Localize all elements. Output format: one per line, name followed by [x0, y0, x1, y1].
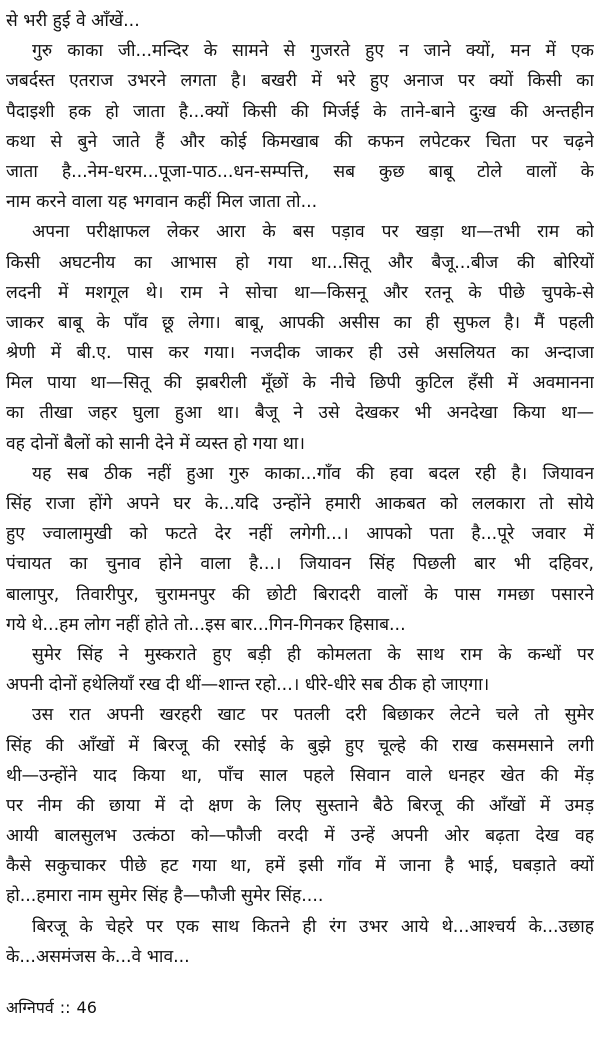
page-number: 46	[76, 998, 97, 1017]
text-line: उस रात अपनी खरहरी खाट पर पतली दरी बिछाकर लेटने चले तो सुमेर	[32, 705, 594, 726]
text-line: गये थे...हम लोग नहीं होते तो...इस बार...गिन-गिनकर हिसाब...	[6, 614, 406, 635]
text-line: यह सब ठीक नहीं हुआ गुरु काका...गाँव की हवा बदल रही है। जियावन	[32, 463, 594, 484]
text-line: का तीखा जहर घुला हुआ था। बैजू ने उसे देखकर भी अनदेखा किया था—	[6, 403, 594, 424]
text-line: आयी बालसुलभ उत्कंठा को—फौजी वरदी में उन्हें अपनी ओर बढ़ता देख वह	[6, 826, 594, 847]
text-line: सिंह राजा होंगे अपने घर के...यदि उन्होंने हमारी आकबत को ललकारा तो सोये	[6, 494, 594, 514]
text-line: पंचायत का चुनाव होने वाला है...। जियावन सिंह पिछली बार भी दहिवर,	[6, 554, 594, 575]
text-line: थी—उन्होंने याद किया था, पाँच साल पहले सिवान वाले धनहर खेत की मेंड़	[6, 765, 594, 786]
text-line: हुए ज्वालामुखी को फटते देर नहीं लगेगी...। आपको पता है...पूरे जवार में	[6, 524, 594, 545]
text-line: कैसे सकुचाकर पीछे हट गया था, हमें इसी गाँव में जाना है भाई, घबड़ाते क्यों	[6, 856, 594, 877]
text-line: अपनी दोनों हथेलियाँ रख दी थीं—शान्त रहो...। धीरे-धीरे सब ठीक हो जाएगा।	[6, 675, 490, 696]
text-line: सुमेर सिंह ने मुस्कराते हुए बड़ी ही कोमलता के साथ राम के कन्धों पर	[32, 644, 594, 665]
text-line: वह दोनों बैलों को सानी देने में व्यस्त हो गया था।	[6, 433, 305, 454]
text-line: गुरु काका जी...मन्दिर के सामने से गुजरते हुए न जाने क्यों, मन में एक	[32, 41, 594, 62]
text-line: बिरजू के चेहरे पर एक साथ कितने ही रंग उभर आये थे...आश्चर्य के...उछाह	[32, 916, 594, 937]
text-line: पैदाइशी हक हो जाता है...क्यों किसी की मिर्जई के ताने-बाने दुःख की अन्तहीन	[6, 101, 594, 122]
text-line: बालापुर, तिवारीपुर, चुरामनपुर की छोटी बिरादरी वालों के पास गमछा पसारने	[6, 584, 594, 605]
text-line: लदनी में मशगूल थे। राम ने सोचा था—किसनू और रतनू के पीछे चुपके-से	[6, 282, 594, 303]
text-line: नाम करने वाला यह भगवान कहीं मिल जाता तो...	[6, 192, 318, 213]
body-text	[6, 6, 594, 972]
text-line: से भरी हुई वे आँखें...	[6, 11, 140, 31]
text-line: मिल पाया था—सितू की झबरीली मूँछों के नीचे छिपी कुटिल हँसी में अवमानना	[6, 373, 594, 394]
text-line: हो...हमारा नाम सुमेर सिंह है—फौजी सुमेर सिंह....	[6, 886, 324, 907]
text-line: सिंह की आँखों में बिरजू की रसोई के बुझे हुए चूल्हे की राख कसमसाने लगी	[6, 735, 594, 756]
text-line: के...असमंजस के...वे भाव...	[6, 946, 190, 967]
text-line: जबर्दस्त एतराज उभरने लगता है। बखरी में भरे हुए अनाज पर क्यों किसी का	[6, 71, 594, 92]
text-line: पर नीम की छाया में दो क्षण के लिए सुस्ताने बैठे बिरजू की आँखों में उमड़	[6, 795, 594, 816]
footer-separator: ::	[59, 998, 71, 1017]
text-line: जाता है...नेम-धरम...पूजा-पाठ...धन-सम्पत्ति, सब कुछ बाबू टोले वालों के	[6, 161, 594, 182]
text-line: किसी अघटनीय का आभास हो गया था...सितू और बैजू...बीज की बोरियों	[6, 252, 594, 273]
text-line: श्रेणी में बी.ए. पास कर गया। नजदीक जाकर ही उसे असलियत का अन्दाजा	[6, 343, 594, 364]
book-title: अग्निपर्व	[6, 998, 54, 1017]
text-line: जाकर बाबू के पाँव छू लेगा। बाबू, आपकी असीस का ही सुफल है। मैं पहली	[6, 312, 594, 333]
text-line: अपना परीक्षाफल लेकर आरा के बस पड़ाव पर खड़ा था—तभी राम को	[32, 222, 594, 243]
page-footer	[6, 998, 97, 1018]
text-line: कथा से बुने जाते हैं और कोई किमखाब की कफन लपेटकर चिता पर चढ़ने	[6, 131, 594, 152]
